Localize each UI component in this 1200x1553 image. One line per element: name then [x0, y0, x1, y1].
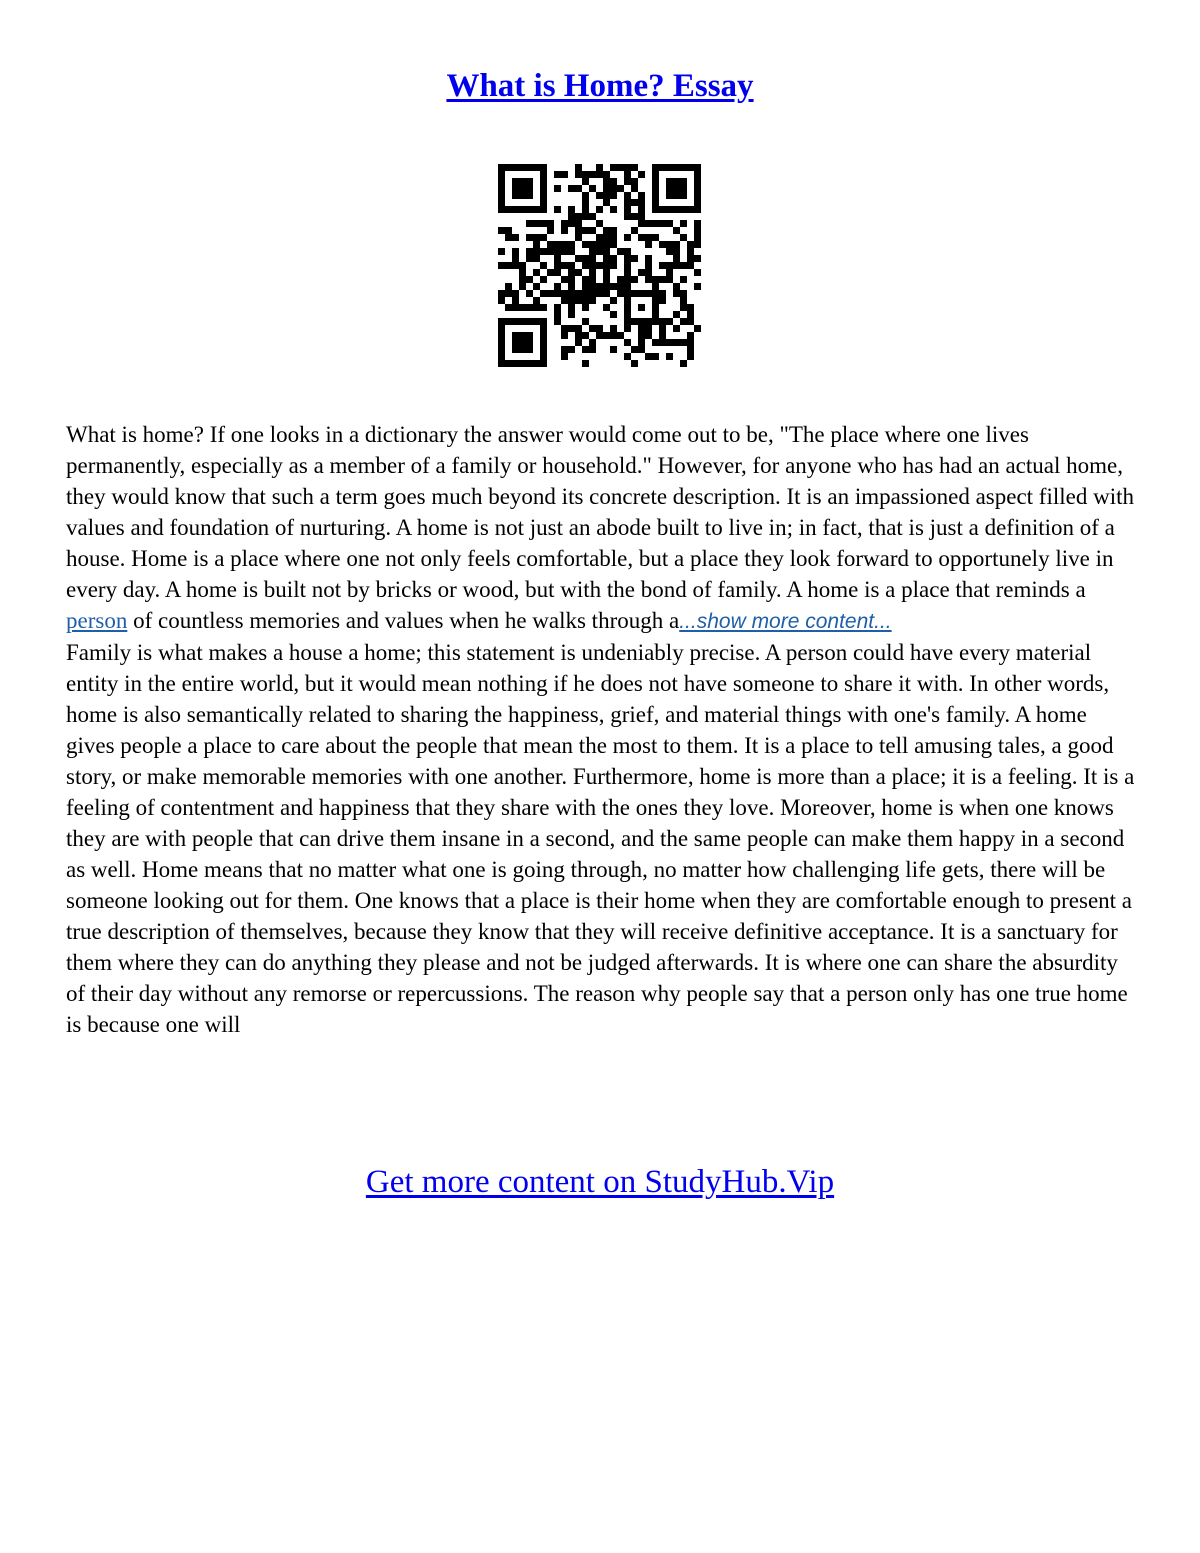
footer	[0, 1160, 1200, 1204]
page-title	[0, 64, 1200, 108]
qr-code-icon	[498, 164, 701, 367]
title-link[interactable]: What is Home? Essay	[446, 68, 754, 104]
paragraph-1-text-end: of countless memories and values when he walks through a	[127, 608, 680, 633]
essay-paragraph-2: Family is what makes a house a home; this statement is undeniably precise. A person could have every material entity in the entire world, but it would mean nothing if he does not have someone to share it with. In other words, home is also semantically related to sharing the happiness, grief, and material things with one's family. A home gives people a place to care about the people that mean the most to them. It is a place to tell amusing tales, a good story, or make memorable memories with one another. Furthermore, home is more than a place; it is a feeling. It is a feeling of contentment and happiness that they share with the ones they love. Moreover, home is when one knows they are with people that can drive them insane in a second, and the same people can make them happy in a second as well. Home means that no matter what one is going through, no matter how challenging life gets, there will be someone looking out for them. One knows that a place is their home when they are comfortable enough to present a true description of themselves, because they know that they will receive definitive acceptance. It is a sanctuary for them where they can do anything they please and not be judged afterwards. It is where one can share the absurdity of their day without any remorse or repercussions. The reason why people say that a person only has one true home is because one will	[66, 640, 1135, 1037]
essay-paragraph-1	[66, 419, 1136, 637]
person-link[interactable]: person	[66, 608, 128, 633]
paragraph-1-text-start: What is home? If one looks in a dictionary the answer would come out to be, "The place where one lives permanently, especially as a member of a family or household." However, for anyone who has had an actual home, they would know that such a term goes much beyond its concrete description. It is an impassioned aspect filled with values and foundation of nurturing. A home is not just an abode built to live in; in fact, that is just a definition of a house. Home is a place where one not only feels comfortable, but a place they look forward to opportunely live in every day. A home is built not by bricks or wood, but with the bond of family. A home is a place that reminds a	[66, 422, 1134, 602]
show-more-link[interactable]: ...show more content...	[679, 610, 892, 633]
essay-body	[66, 419, 1136, 1040]
get-more-content-link[interactable]: Get more content on StudyHub.Vip	[365, 1164, 835, 1200]
